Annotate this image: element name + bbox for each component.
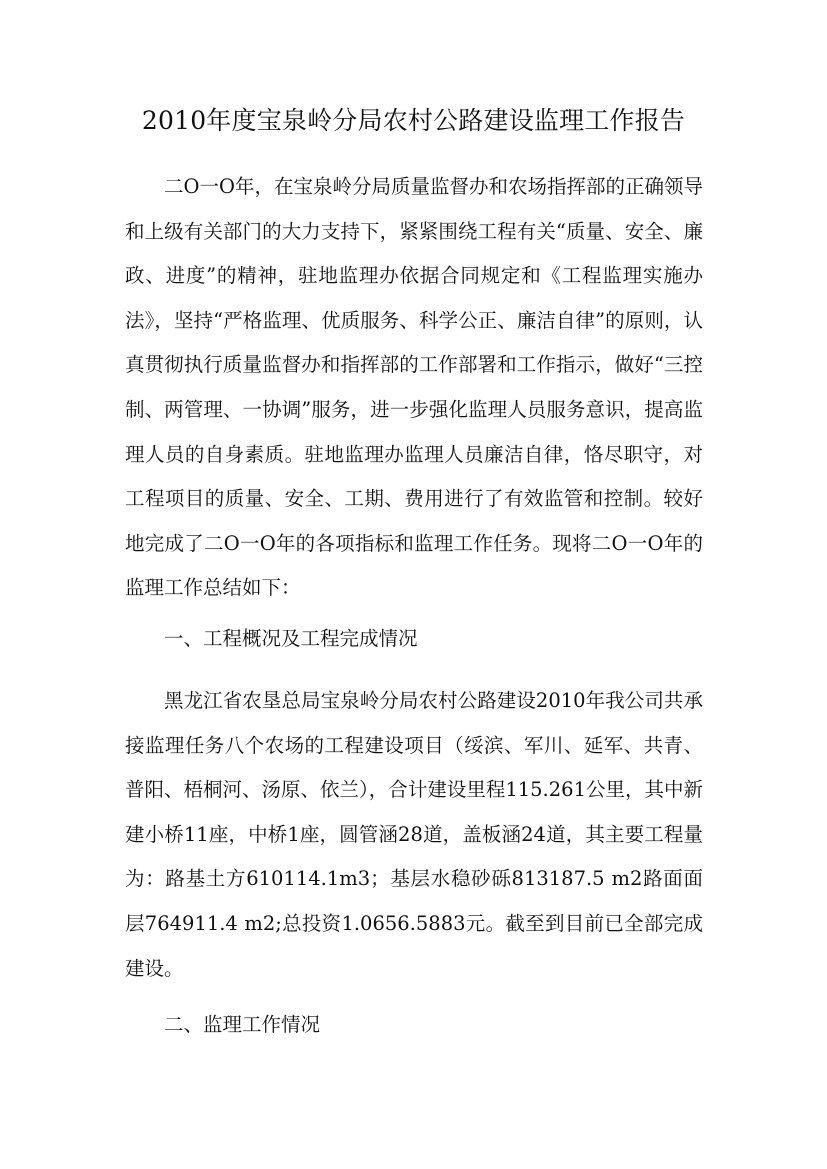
intro-paragraph: 二O一O年，在宝泉岭分局质量监督办和农场指挥部的正确领导和上级有关部门的大力支持下，紧紧围绕工程有关“质量、安全、廉政、进度”的精神，驻地监理办依据合同规定和《工程监理实施办法》，坚持“严格监理、优质服务、科学公正、廉洁自律”的原则，认真贯彻执行质量监督办和指挥部的工作部署和工作指示，做好“三控制、两管理、一协调”服务，进一步强化监理人员服务意识，提高监理人员的自身素质。驻地监理办监理人员廉洁自律，恪尽职守，对工程项目的质量、安全、工期、费用进行了有效监管和控制。较好地完成了二O一O年的各项指标和监理工作任务。现将二O一O年的监理工作总结如下： xyxy=(125,175,703,600)
section-heading-overview: 一、工程概况及工程完成情况 xyxy=(164,627,418,650)
section-heading-supervision: 二、监理工作情况 xyxy=(164,1013,321,1036)
document-title: 2010年度宝泉岭分局农村公路建设监理工作报告 xyxy=(141,106,686,135)
overview-paragraph: 黑龙江省农垦总局宝泉岭分局农村公路建设2010年我公司共承接监理任务八个农场的工程建设项目（绥滨、军川、延军、共青、普阳、梧桐河、汤原、依兰），合计建设里程115.261公里，其中新建小桥11座，中桥1座，圆管涵28道，盖板涵24道，其主要工程量为：路基土方610114.1m3；基层水稳砂砾813187.5 m2路面面层764911.4 m2;总投资1.0656.5883元。截至到目前已全部完成建设。 xyxy=(125,689,703,980)
